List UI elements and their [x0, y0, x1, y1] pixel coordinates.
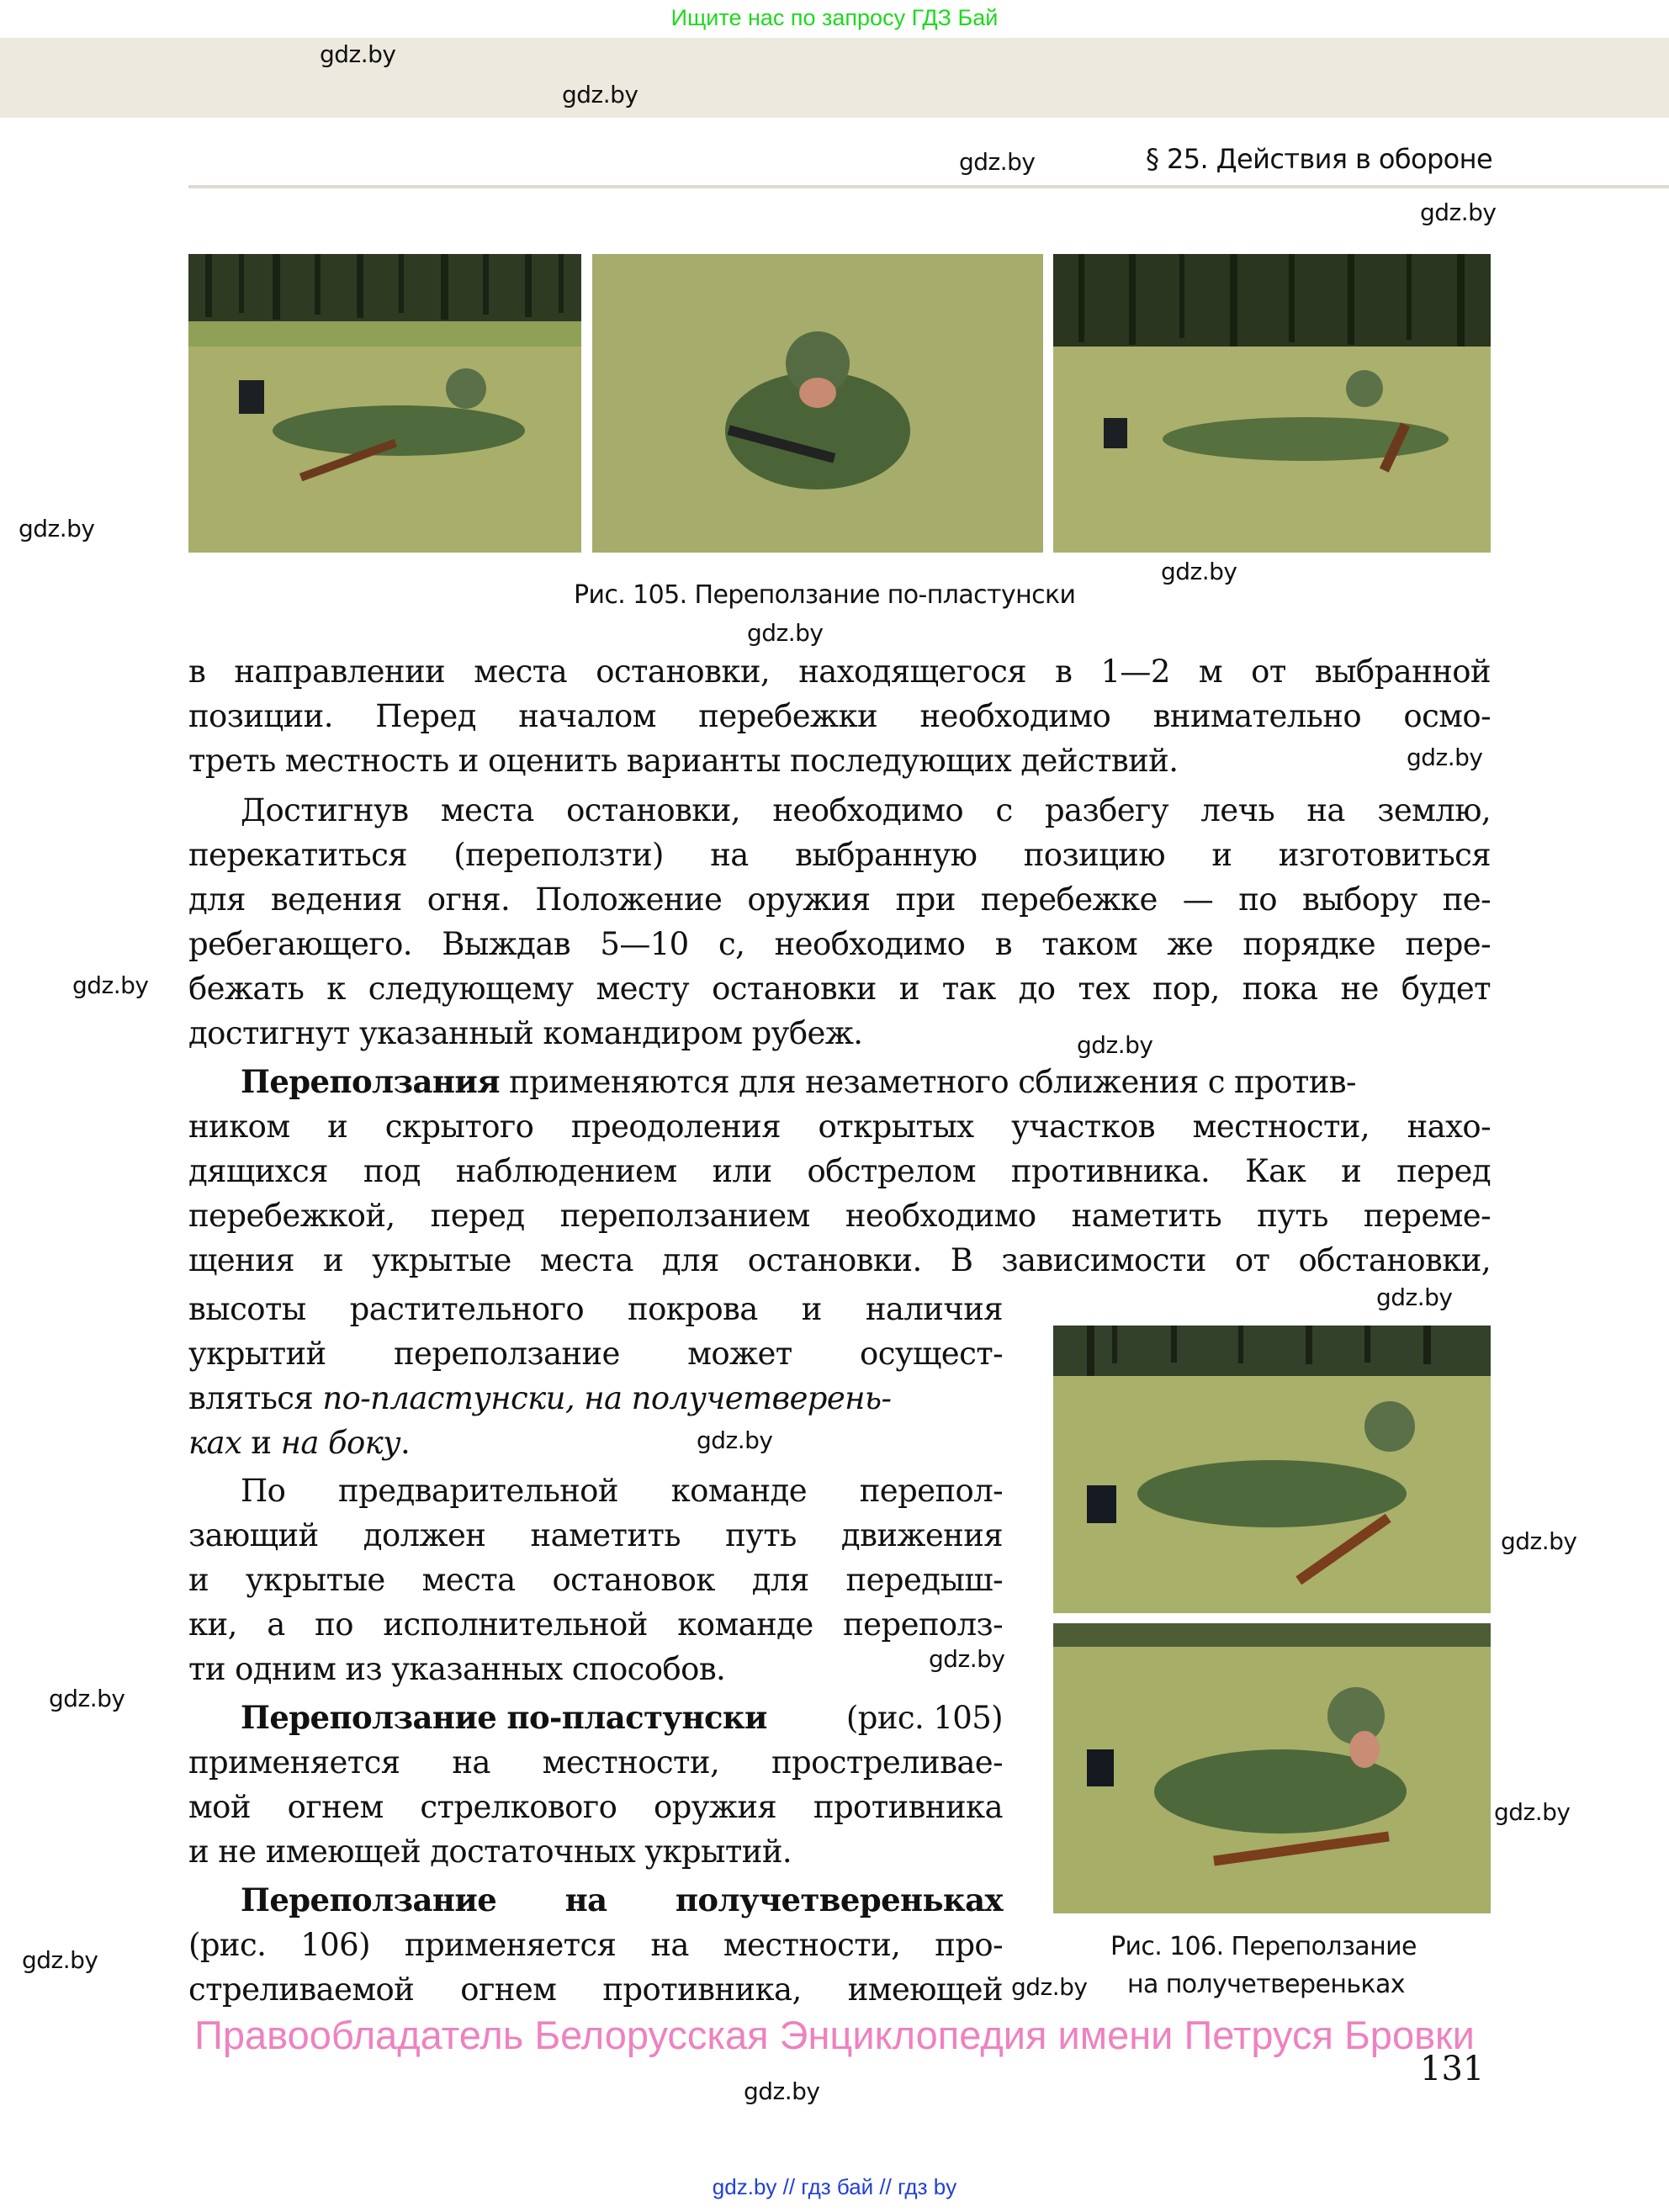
text-line: стреливаемой огнем противника, имеющей [188, 1971, 1003, 2008]
text-line: для ведения огня. Положение оружия при перебежке — по выбору пе- [188, 881, 1491, 918]
text-line [241, 1060, 1491, 1104]
text-line: и не имеющей достаточных укрытий. [188, 1834, 792, 1870]
soldier-crawling-image-icon [1053, 254, 1491, 553]
running-head: § 25. Действия в обороне [1146, 143, 1493, 175]
watermark: gdz.by [697, 1426, 773, 1454]
header-band [0, 38, 1669, 118]
term-poluchetvereniki: Переползание на получетвереньках [241, 1881, 1003, 1918]
text-line: дящихся под наблюдением или обстрелом противника. Как и перед [188, 1153, 1491, 1189]
text-line: треть местность и оценить варианты последующих действий. [188, 743, 1179, 779]
figure-105-photo-2 [592, 254, 1043, 553]
text-line: позиции. Перед началом перебежки необходимо внимательно осмо- [188, 698, 1491, 734]
watermark: gdz.by [49, 1685, 125, 1712]
watermark: gdz.by [1376, 1283, 1453, 1311]
watermark: gdz.by [1407, 744, 1483, 771]
text-line: По предварительной команде перепол- [241, 1473, 1003, 1509]
text-line: ником и скрытого преодоления открытых участков местности, нахо- [188, 1109, 1491, 1145]
text-line: щения и укрытые места для остановки. В зависимости от обстановки, [188, 1242, 1491, 1278]
text-line: укрытий переползание может осущест- [188, 1336, 1003, 1372]
text-line: мой огнем стрелкового оружия противника [188, 1789, 1003, 1825]
text-line: бежать к следующему месту остановки и так до тех пор, пока не будет [188, 971, 1491, 1007]
italic-span: ках [188, 1425, 242, 1461]
watermark: gdz.by [744, 2077, 820, 2105]
watermark: gdz.by [22, 1946, 98, 1974]
figure-106-caption-line1: Рис. 106. Переползание [1110, 1932, 1417, 1961]
figure-105-caption: Рис. 105. Переползание по-пластунски [574, 580, 1076, 610]
header-rule [188, 185, 1669, 188]
text-line [188, 1376, 1003, 1421]
watermark: gdz.by [1161, 558, 1237, 585]
watermark: gdz.by [562, 81, 638, 108]
footer-links[interactable]: gdz.by // гдз бай // гдз by [712, 2174, 957, 2199]
text-span: вляться [188, 1380, 323, 1416]
figure-106-photo-1 [1053, 1326, 1491, 1613]
text-line: высоты растительного покрова и наличия [188, 1291, 1003, 1327]
soldier-half-crawl-image-icon [1053, 1623, 1491, 1913]
watermark: gdz.by [1011, 1973, 1088, 2001]
watermark: gdz.by [747, 619, 824, 647]
text-line: достигнут указанный командиром рубеж. [188, 1015, 863, 1051]
text-line: ребегающего. Выждав 5—10 с, необходимо в таком же порядке пере- [188, 926, 1491, 962]
text-line [241, 1696, 1003, 1740]
figure-106-photo-2 [1053, 1623, 1491, 1913]
text-line: применяется на местности, простреливае- [188, 1744, 1003, 1781]
text-line: перекатиться (переползти) на выбранную позицию и изготовиться [188, 837, 1491, 873]
italic-span: на боку [280, 1425, 401, 1461]
watermark: gdz.by [19, 515, 95, 542]
term-plastunski: Переползание по-пластунски [241, 1699, 767, 1736]
text-span: (рис. 105) [845, 1700, 1003, 1736]
figure-106-caption-line2: на получетвереньках [1127, 1970, 1405, 1999]
text-line [188, 1421, 410, 1465]
text-line: перебежкой, перед переползанием необходимо наметить путь переме- [188, 1198, 1491, 1234]
text-line: и укрытые места остановок для передыш- [188, 1562, 1003, 1598]
watermark: gdz.by [72, 971, 149, 999]
watermark: gdz.by [1501, 1527, 1577, 1555]
copyright-notice: Правообладатель Белорусская Энциклопедия имени Петруся Бровки [194, 2013, 1475, 2057]
watermark: gdz.by [1420, 198, 1497, 226]
term-perepolzaniya: Переползания [241, 1063, 500, 1100]
watermark: gdz.by [1494, 1798, 1571, 1826]
search-banner[interactable]: Ищите нас по запросу ГДЗ Бай [670, 5, 999, 30]
watermark: gdz.by [929, 1645, 1005, 1673]
text-line: ти одним из указанных способов. [188, 1651, 726, 1687]
text-span: . [400, 1425, 411, 1461]
text-span: применяются для незаметного сближения с против- [500, 1064, 1356, 1100]
soldier-half-crawl-image-icon [1053, 1326, 1491, 1613]
watermark: gdz.by [959, 148, 1036, 176]
page-number: 131 [1420, 2050, 1485, 2088]
soldier-crawling-image-icon [188, 254, 581, 553]
text-line: в направлении места остановки, находящегося в 1—2 м от выбранной [188, 654, 1491, 690]
watermark: gdz.by [1077, 1031, 1153, 1059]
text-line: зающий должен наметить путь движения [188, 1517, 1003, 1553]
text-span: и [241, 1425, 281, 1461]
figure-105-photo-3 [1053, 254, 1491, 553]
text-line: ки, а по исполнительной команде переполз- [188, 1606, 1003, 1643]
watermark: gdz.by [320, 40, 396, 68]
text-line: Достигнув места остановки, необходимо с разбегу лечь на землю, [241, 792, 1491, 828]
italic-span: по-пластунски, на получетверень- [322, 1380, 892, 1416]
figure-105-photo-1 [188, 254, 581, 553]
text-line: (рис. 106) применяется на местности, про- [188, 1927, 1003, 1963]
soldier-crawling-image-icon [592, 254, 1043, 553]
